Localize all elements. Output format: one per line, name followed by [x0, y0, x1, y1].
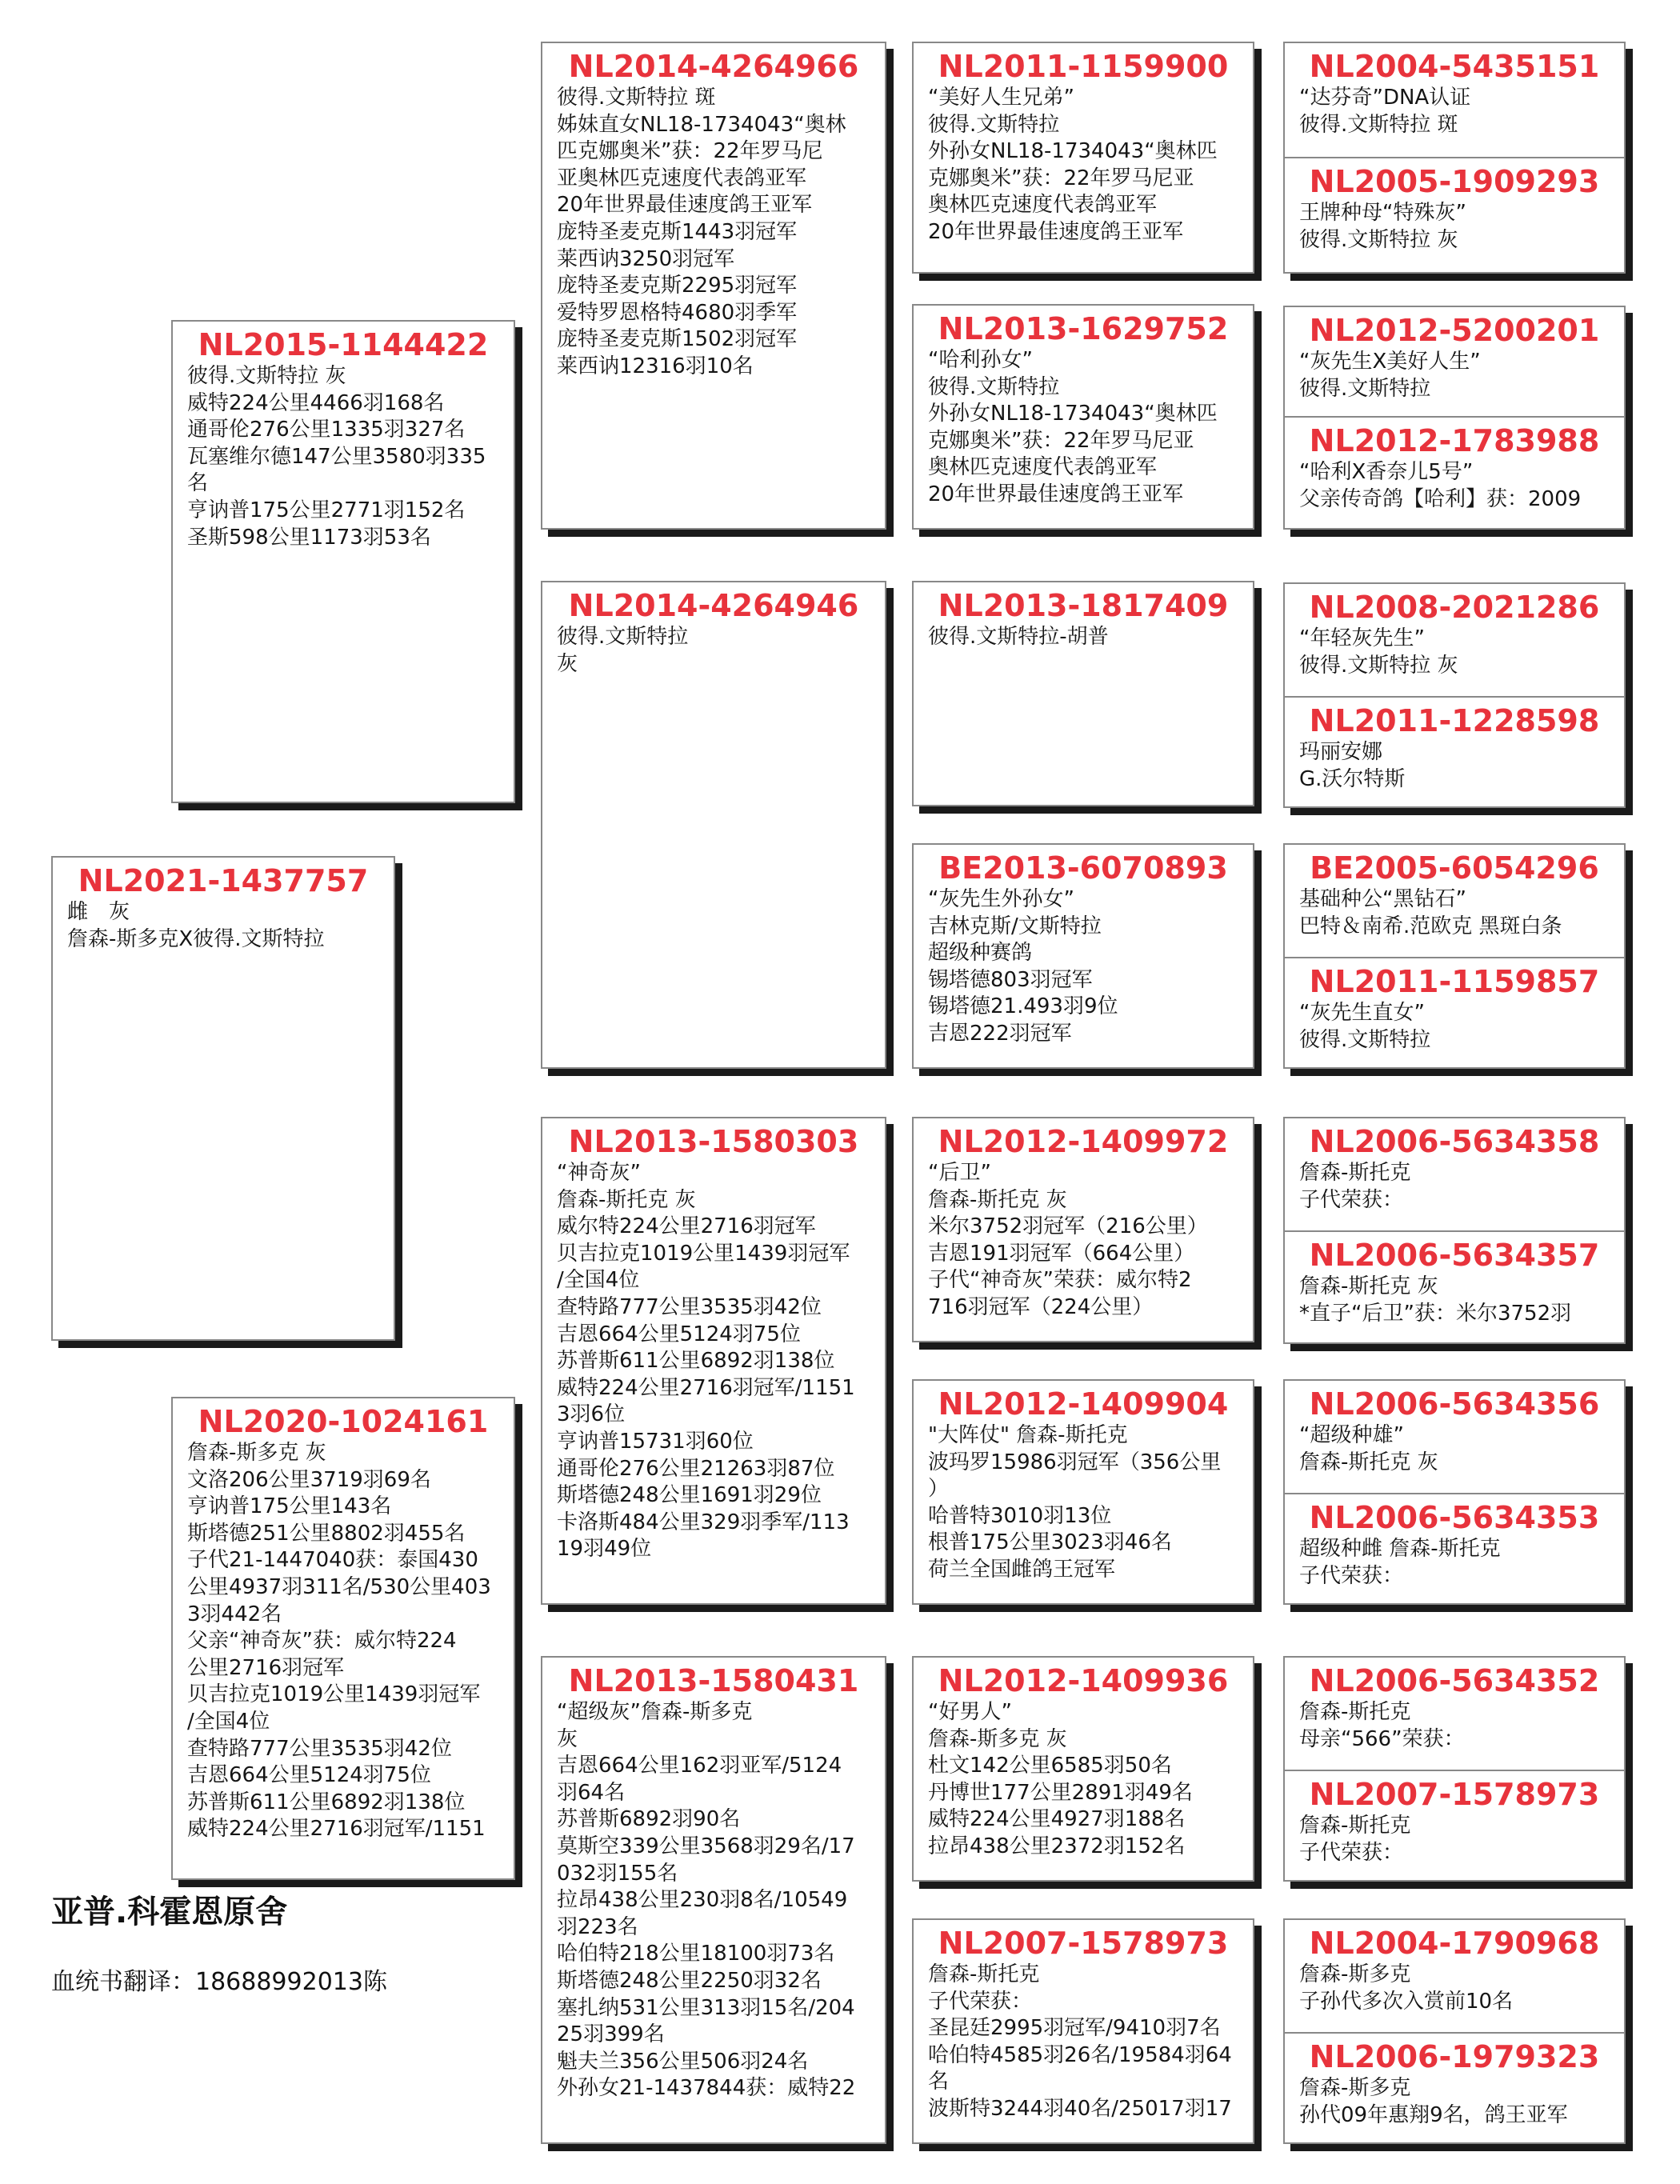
detail-line: 子代荣获： [1299, 1563, 1404, 1588]
pigeon-id-gen4-9: NL2006-5634357 [1309, 1238, 1600, 1273]
pigeon-id-dam: NL2020-1024161 [198, 1404, 489, 1439]
gen4-3-section [1285, 416, 1624, 530]
pigeon-id-gen4-7: NL2011-1159857 [1309, 964, 1600, 999]
pedigree-card-gen4-pair-5 [1283, 1379, 1626, 1605]
detail-line: 灰 [557, 1726, 578, 1751]
detail-line: 19羽49位 [557, 1537, 652, 1562]
pigeon-id-dam-sire: NL2013-1580303 [568, 1124, 859, 1159]
sire-section [173, 322, 514, 803]
pedigree-card-sire-sire [541, 42, 886, 530]
detail-line: 姊妹直女NL18-1734043“奥林 [557, 112, 846, 137]
detail-line: 超级种雌 詹森-斯托克 [1299, 1537, 1501, 1561]
pedigree-card-gen4-pair-3 [1283, 843, 1626, 1069]
pedigree-card-gen3-6 [912, 1656, 1254, 1882]
detail-line: 通哥伦276公里21263羽87位 [557, 1456, 835, 1481]
gen4-13-details [1299, 1813, 1610, 1866]
detail-line: 莱西讷12316羽10名 [557, 354, 754, 378]
gen4-10-section [1285, 1381, 1624, 1493]
detail-line: 卡洛斯484公里329羽季军/113 [557, 1510, 850, 1534]
detail-line: 3羽6位 [557, 1402, 626, 1427]
detail-line: 波玛罗15986羽冠军（356公里 [928, 1450, 1222, 1474]
detail-line: 爱特罗恩格特4680羽季军 [557, 300, 798, 325]
detail-line: 名 [928, 2070, 950, 2094]
pigeon-id-gen4-12: NL2006-5634352 [1309, 1663, 1600, 1698]
detail-line: 詹森-斯多克 [1299, 2076, 1411, 2100]
detail-line: 斯塔德251公里8802羽455名 [187, 1521, 466, 1546]
detail-line: 詹森-斯托克 [928, 1962, 1040, 1986]
detail-line: 查特路777公里3535羽42位 [557, 1294, 822, 1319]
detail-line: “超级灰”詹森-斯多克 [557, 1700, 753, 1724]
detail-line: “年轻灰先生” [1299, 626, 1425, 650]
gen4-8-section [1285, 1118, 1624, 1230]
pedigree-card-gen3-4 [912, 1117, 1254, 1342]
gen3-1-details [928, 347, 1238, 509]
pigeon-id-gen4-10: NL2006-5634356 [1309, 1386, 1600, 1422]
pigeon-id-sire-dam: NL2014-4264946 [568, 588, 859, 623]
pedigree-card-gen3-7 [912, 1918, 1254, 2144]
pigeon-id-gen4-2: NL2012-5200201 [1309, 313, 1600, 348]
gen3-4-details [928, 1160, 1238, 1322]
pigeon-id-sire-sire: NL2014-4264966 [568, 49, 859, 84]
detail-line: “灰先生X美好人生” [1299, 350, 1481, 374]
detail-line: 锡塔德803羽冠军 [928, 967, 1093, 992]
gen4-1-section [1285, 157, 1624, 274]
detail-line: 20年世界最佳速度鸽王亚军 [928, 482, 1184, 506]
pigeon-id-subject: NL2021-1437757 [78, 863, 369, 898]
detail-line: “超级种雄” [1299, 1423, 1404, 1447]
detail-line: “哈利孙女” [928, 348, 1033, 372]
dam-sire-details [557, 1160, 870, 1563]
gen3-7-details [928, 1962, 1238, 2123]
detail-line: 716羽冠军（224公里） [928, 1294, 1154, 1319]
detail-line: 詹森-斯托克 [1299, 1700, 1411, 1724]
detail-line: 锡塔德21.493羽9位 [928, 994, 1118, 1019]
detail-line: 詹森-斯多克X彼得.文斯特拉 [67, 926, 325, 951]
gen4-7-section [1285, 957, 1624, 1069]
detail-line: 瓦塞维尔德147公里3580羽335 [187, 444, 486, 469]
pigeon-id-gen3-2: NL2013-1817409 [938, 588, 1229, 623]
detail-line: “后卫” [928, 1161, 991, 1185]
pigeon-id-gen4-5: NL2011-1228598 [1309, 703, 1600, 738]
detail-line: 圣昆廷2995羽冠军/9410羽7名 [928, 2016, 1221, 2041]
gen4-15-section [1285, 2032, 1624, 2144]
detail-line: 庞特圣麦克斯2295羽冠军 [557, 274, 798, 298]
detail-line: 詹森-斯多克 [1299, 1962, 1411, 1986]
pigeon-id-gen3-4: NL2012-1409972 [938, 1124, 1229, 1159]
gen4-3-details [1299, 459, 1610, 513]
detail-line: 波斯特3244羽40名/25017羽17 [928, 2096, 1232, 2121]
detail-line: 哈伯特218公里18100羽73名 [557, 1942, 835, 1966]
gen4-0-details [1299, 85, 1610, 138]
detail-line: G.沃尔特斯 [1299, 766, 1406, 791]
detail-line: 苏普斯6892羽90名 [557, 1807, 741, 1832]
detail-line: “达芬奇”DNA认证 [1299, 86, 1471, 110]
subject-details [67, 899, 379, 953]
gen4-1-details [1299, 200, 1610, 254]
pedigree-card-dam-dam [541, 1656, 886, 2144]
pedigree-card-sire-dam [541, 581, 886, 1069]
detail-line: 王牌种母“特殊灰” [1299, 201, 1466, 225]
gen4-6-section [1285, 845, 1624, 957]
gen3-6-section [914, 1658, 1253, 1882]
pigeon-id-gen4-6: BE2005-6054296 [1310, 850, 1599, 886]
dam-dam-details [557, 1699, 870, 2102]
detail-line: 威特224公里2716羽冠军/1151 [187, 1817, 486, 1842]
gen4-11-section [1285, 1493, 1624, 1605]
gen4-11-details [1299, 1536, 1610, 1590]
detail-line: 通哥伦276公里1335羽327名 [187, 418, 466, 442]
detail-line: 亨讷普15731羽60位 [557, 1429, 754, 1454]
detail-line: 亨讷普175公里2771羽152名 [187, 498, 466, 522]
sire-dam-details [557, 624, 870, 678]
detail-line: 孙代09年惠翔9名，鸽王亚军 [1299, 2102, 1568, 2127]
detail-line: 塞扎纳531公里313羽15名/204 [557, 1995, 855, 2020]
pedigree-card-gen3-5 [912, 1379, 1254, 1605]
detail-line: 羽64名 [557, 1780, 626, 1805]
detail-line: 灰 [557, 651, 578, 676]
pigeon-id-gen3-5: NL2012-1409904 [938, 1386, 1229, 1422]
detail-line: 吉恩664公里5124羽75位 [557, 1322, 801, 1346]
pigeon-id-gen4-0: NL2004-5435151 [1309, 49, 1600, 84]
gen3-1-section [914, 306, 1253, 530]
detail-line: 詹森-斯托克 [1299, 1161, 1411, 1185]
detail-line: 奥林匹克速度代表鸽亚军 [928, 455, 1158, 480]
subject-section [53, 858, 394, 1341]
pigeon-id-gen3-7: NL2007-1578973 [938, 1926, 1229, 1961]
detail-line: 外孙女NL18-1734043“奥林匹 [928, 402, 1218, 426]
detail-line: 威特224公里4466羽168名 [187, 390, 445, 415]
detail-line: 斯塔德248公里2250羽32名 [557, 1968, 822, 1993]
sire-details [187, 363, 499, 551]
detail-line: 父亲传奇鸽【哈利】获：2009 [1299, 486, 1582, 511]
gen4-6-details [1299, 886, 1610, 940]
gen4-13-section [1285, 1770, 1624, 1882]
detail-line: 匹克娜奥米”获：22年罗马尼 [557, 139, 823, 164]
detail-line: 彼得.文斯特拉 [928, 112, 1060, 137]
pedigree-card-dam-sire [541, 1117, 886, 1605]
detail-line: 詹森-斯托克 灰 [928, 1187, 1067, 1212]
detail-line: 吉恩664公里5124羽75位 [187, 1763, 431, 1788]
sire-sire-section [542, 43, 885, 530]
detail-line: 彼得.文斯特拉 灰 [1299, 653, 1458, 678]
detail-line: “好男人” [928, 1700, 1012, 1724]
pedigree-card-gen3-0 [912, 42, 1254, 274]
gen3-6-details [928, 1699, 1238, 1861]
pigeon-id-sire: NL2015-1144422 [198, 327, 489, 362]
detail-line: “灰先生外孙女” [928, 887, 1074, 911]
detail-line: 威尔特224公里2716羽冠军 [557, 1214, 816, 1239]
detail-line: 超级种赛鸽 [928, 941, 1033, 966]
pigeon-id-gen3-3: BE2013-6070893 [938, 850, 1228, 886]
detail-line: 彼得.文斯特拉 斑 [1299, 112, 1458, 137]
detail-line: "大阵仗" 詹森-斯托克 [928, 1423, 1128, 1447]
pigeon-id-gen3-6: NL2012-1409936 [938, 1663, 1229, 1698]
detail-line: 公里4937羽311名/530公里403 [187, 1574, 491, 1599]
detail-line: 哈普特3010羽13位 [928, 1503, 1112, 1528]
detail-line: 子代21-1447040获：泰国430 [187, 1548, 478, 1573]
pedigree-card-gen4-pair-2 [1283, 582, 1626, 808]
pedigree-card-gen4-pair-7 [1283, 1918, 1626, 2144]
pedigree-card-gen4-pair-0 [1283, 42, 1626, 274]
detail-line: 查特路777公里3535羽42位 [187, 1736, 452, 1761]
detail-line: 吉恩664公里162羽亚军/5124 [557, 1754, 842, 1778]
detail-line: 詹森-斯托克 灰 [1299, 1450, 1438, 1474]
detail-line: 亚奥林匹克速度代表鸽亚军 [557, 166, 807, 190]
detail-line: 吉林克斯/文斯特拉 [928, 914, 1102, 938]
detail-line: 父亲“神奇灰”获：威尔特224 [187, 1629, 457, 1654]
pigeon-id-gen4-11: NL2006-5634353 [1309, 1500, 1600, 1535]
dam-sire-section [542, 1118, 885, 1605]
gen4-2-details [1299, 349, 1610, 402]
detail-line: 子孙代多次入赏前10名 [1299, 1989, 1514, 2014]
detail-line: 詹森-斯托克 灰 [557, 1187, 696, 1212]
gen3-3-details [928, 886, 1238, 1048]
detail-line: 文洛206公里3719羽69名 [187, 1467, 431, 1492]
gen4-8-details [1299, 1160, 1610, 1214]
detail-line: 彼得.文斯特拉 灰 [187, 364, 346, 388]
detail-line: 公里2716羽冠军 [187, 1655, 345, 1680]
detail-line: 詹森-斯多克 灰 [928, 1726, 1067, 1751]
pedigree-card-subject [51, 856, 395, 1341]
gen3-7-section [914, 1920, 1253, 2144]
detail-line: 母亲“566”荣获： [1299, 1726, 1465, 1751]
pigeon-id-gen4-8: NL2006-5634358 [1309, 1124, 1600, 1159]
detail-line: 子代荣获： [1299, 1840, 1404, 1865]
detail-line: 彼得.文斯特拉 灰 [1299, 227, 1458, 252]
gen3-2-details [928, 624, 1238, 651]
detail-line: 莫斯空339公里3568羽29名/17 [557, 1834, 855, 1858]
detail-line: 玛丽安娜 [1299, 740, 1383, 764]
pedigree-card-gen4-pair-1 [1283, 306, 1626, 530]
detail-line: 亨讷普175公里143名 [187, 1494, 392, 1519]
detail-line: 25羽399名 [557, 2022, 665, 2047]
detail-line: “神奇灰” [557, 1161, 641, 1185]
detail-line: 彼得.文斯特拉 [928, 374, 1060, 399]
detail-line: 莱西讷3250羽冠军 [557, 246, 735, 271]
detail-line: /全国4位 [187, 1709, 270, 1734]
pedigree-card-gen3-2 [912, 581, 1254, 806]
pigeon-id-gen3-1: NL2013-1629752 [938, 311, 1229, 346]
pigeon-id-gen4-15: NL2006-1979323 [1309, 2039, 1600, 2074]
detail-line: 拉昂438公里230羽8名/10549 [557, 1888, 848, 1913]
detail-line: 贝吉拉克1019公里1439羽冠军 [557, 1241, 850, 1266]
detail-line: 圣斯598公里1173羽53名 [187, 525, 431, 550]
detail-line: 詹森-斯托克 灰 [1299, 1274, 1438, 1298]
detail-line: 彼得.文斯特拉 [1299, 1027, 1431, 1052]
sire-sire-details [557, 85, 870, 381]
detail-line: 苏普斯611公里6892羽138位 [557, 1349, 835, 1374]
detail-line: 雌 灰 [67, 900, 130, 924]
detail-line: 彼得.文斯特拉 [557, 625, 689, 649]
dam-details [187, 1440, 499, 1843]
detail-line: 20年世界最佳速度鸽王亚军 [557, 193, 813, 218]
detail-line: 杜文142公里6585羽50名 [928, 1754, 1172, 1778]
gen3-0-section [914, 43, 1253, 274]
pigeon-id-gen4-1: NL2005-1909293 [1309, 164, 1600, 199]
pigeon-id-gen4-3: NL2012-1783988 [1309, 423, 1600, 458]
sire-dam-section [542, 582, 885, 1069]
detail-line: 子代荣获： [1299, 1187, 1404, 1212]
detail-line: 根普175公里3023羽46名 [928, 1530, 1172, 1555]
detail-line: ） [928, 1477, 950, 1502]
gen4-12-section [1285, 1658, 1624, 1770]
detail-line: 吉恩222羽冠军 [928, 1021, 1072, 1046]
pigeon-id-dam-dam: NL2013-1580431 [568, 1663, 859, 1698]
gen4-4-section [1285, 584, 1624, 696]
detail-line: 彼得.文斯特拉 斑 [557, 86, 716, 110]
gen4-9-details [1299, 1274, 1610, 1327]
detail-line: 羽223名 [557, 1914, 638, 1939]
detail-line: 庞特圣麦克斯1502羽冠军 [557, 327, 798, 352]
detail-line: 彼得.文斯特拉 [1299, 376, 1431, 401]
pigeon-id-gen3-0: NL2011-1159900 [938, 49, 1229, 84]
detail-line: 外孙女NL18-1734043“奥林匹 [928, 139, 1218, 164]
pedigree-card-sire [171, 320, 515, 803]
detail-line: /全国4位 [557, 1268, 640, 1293]
gen4-5-section [1285, 696, 1624, 808]
gen3-2-section [914, 582, 1253, 806]
pedigree-card-gen3-1 [912, 304, 1254, 530]
detail-line: 奥林匹克速度代表鸽亚军 [928, 193, 1158, 218]
pedigree-card-dam [171, 1397, 515, 1880]
gen4-14-details [1299, 1962, 1610, 2015]
detail-line: 威特224公里4927羽188名 [928, 1807, 1186, 1832]
translator-contact: 血统书翻译：18688992013陈 [51, 1968, 387, 1996]
gen4-15-details [1299, 2075, 1610, 2129]
gen4-2-section [1285, 307, 1624, 416]
detail-line: 拉昂438公里2372羽152名 [928, 1834, 1186, 1858]
detail-line: 威特224公里2716羽冠军/1151 [557, 1375, 855, 1400]
pedigree-card-gen3-3 [912, 843, 1254, 1069]
gen3-0-details [928, 85, 1238, 246]
detail-line: 巴特＆南希.范欧克 黑斑白条 [1299, 914, 1562, 938]
gen4-10-details [1299, 1422, 1610, 1476]
detail-line: “哈利X香奈儿5号” [1299, 460, 1474, 484]
detail-line: 斯塔德248公里1691羽29位 [557, 1483, 822, 1508]
detail-line: 魁夫兰356公里506羽24名 [557, 2049, 809, 2074]
gen4-5-details [1299, 739, 1610, 793]
detail-line: 荷兰全国雌鸽王冠军 [928, 1557, 1116, 1582]
detail-line: 贝吉拉克1019公里1439羽冠军 [187, 1682, 481, 1707]
gen3-4-section [914, 1118, 1253, 1342]
gen3-5-section [914, 1381, 1253, 1605]
detail-line: “美好人生兄弟” [928, 86, 1074, 110]
detail-line: “灰先生直女” [1299, 1001, 1425, 1025]
detail-line: 詹森-斯托克 [1299, 1814, 1411, 1838]
detail-line: 庞特圣麦克斯1443羽冠军 [557, 219, 798, 244]
detail-line: 子代荣获： [928, 1989, 1033, 2014]
gen4-4-details [1299, 626, 1610, 679]
detail-line: 20年世界最佳速度鸽王亚军 [928, 219, 1184, 244]
detail-line: 032羽155名 [557, 1861, 678, 1886]
detail-line: 哈伯特4585羽26名/19584羽64 [928, 2042, 1232, 2067]
pigeon-id-gen4-4: NL2008-2021286 [1309, 590, 1600, 625]
detail-line: 丹博世177公里2891羽49名 [928, 1780, 1193, 1805]
dam-section [173, 1398, 514, 1880]
pigeon-id-gen4-13: NL2007-1578973 [1309, 1777, 1600, 1812]
detail-line: 吉恩191羽冠军（664公里） [928, 1241, 1195, 1266]
gen4-14-section [1285, 1920, 1624, 2032]
detail-line: 名 [187, 471, 209, 496]
detail-line: *直子“后卫”获：米尔3752羽 [1299, 1301, 1572, 1326]
detail-line: 米尔3752羽冠军（216公里） [928, 1214, 1208, 1239]
detail-line: 彼得.文斯特拉-胡普 [928, 625, 1109, 649]
detail-line: 詹森-斯多克 灰 [187, 1441, 326, 1465]
detail-line: 子代“神奇灰”荣获：威尔特2 [928, 1268, 1192, 1293]
detail-line: 基础种公“黑钻石” [1299, 887, 1466, 911]
gen3-5-details [928, 1422, 1238, 1584]
pedigree-card-gen4-pair-4 [1283, 1117, 1626, 1344]
dam-dam-section [542, 1658, 885, 2144]
gen3-3-section [914, 845, 1253, 1069]
gen4-12-details [1299, 1699, 1610, 1753]
detail-line: 苏普斯611公里6892羽138位 [187, 1790, 466, 1814]
detail-line: 克娜奥米”获：22年罗马尼亚 [928, 166, 1194, 190]
gen4-0-section [1285, 43, 1624, 155]
gen4-7-details [1299, 1000, 1610, 1054]
detail-line: 外孙女21-1437844获：威特22 [557, 2076, 856, 2101]
pedigree-card-gen4-pair-6 [1283, 1656, 1626, 1882]
detail-line: 3羽442名 [187, 1602, 282, 1626]
gen4-9-section [1285, 1230, 1624, 1344]
detail-line: 克娜奥米”获：22年罗马尼亚 [928, 428, 1194, 453]
loft-name: 亚普.科霍恩原舍 [51, 1894, 288, 1930]
pigeon-id-gen4-14: NL2004-1790968 [1309, 1926, 1600, 1961]
